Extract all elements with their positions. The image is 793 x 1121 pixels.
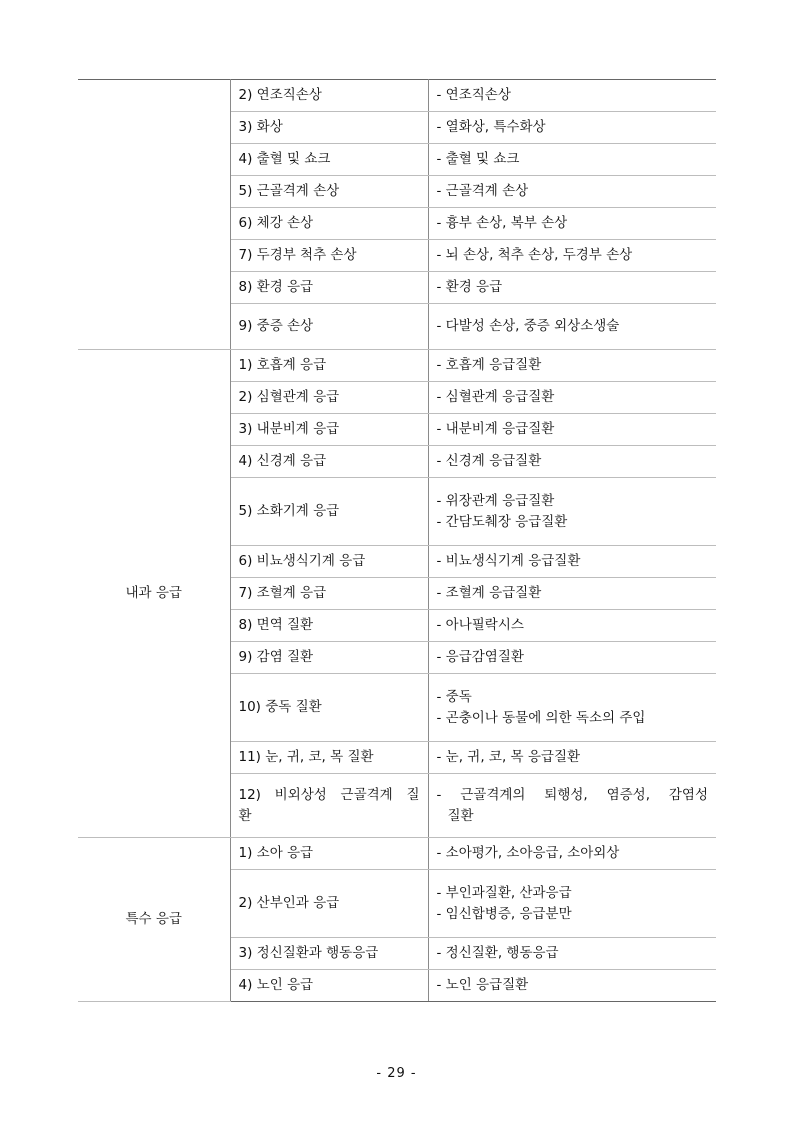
detail-cell: - 눈, 귀, 코, 목 응급질환 [428, 742, 716, 774]
item-cell: 8) 환경 응급 [230, 272, 428, 304]
item-line: 환 [238, 807, 252, 824]
detail-line: - 임신합병증, 응급분만 [436, 905, 572, 922]
item-cell: 5) 근골격계 손상 [230, 176, 428, 208]
category-cell: 내과 응급 [78, 350, 230, 838]
detail-cell: - 조혈계 응급질환 [428, 578, 716, 610]
item-cell: 4) 노인 응급 [230, 970, 428, 1002]
category-cell [78, 80, 230, 350]
detail-cell: - 신경계 응급질환 [428, 446, 716, 478]
item-cell: 1) 호흡계 응급 [230, 350, 428, 382]
detail-cell: - 호흡계 응급질환 [428, 350, 716, 382]
detail-cell: - 흉부 손상, 복부 손상 [428, 208, 716, 240]
table-row [78, 838, 716, 870]
detail-cell: - 연조직손상 [428, 80, 716, 112]
item-cell: 3) 내분비계 응급 [230, 414, 428, 446]
table-row [78, 350, 716, 382]
item-cell: 3) 정신질환과 행동응급 [230, 938, 428, 970]
detail-cell [428, 774, 716, 838]
detail-cell: - 근골격계 손상 [428, 176, 716, 208]
detail-cell: - 정신질환, 행동응급 [428, 938, 716, 970]
detail-cell: - 뇌 손상, 척추 손상, 두경부 손상 [428, 240, 716, 272]
detail-line: - 위장관계 응급질환 [436, 492, 555, 509]
item-line: 12) 비외상성 근골격계 질 [238, 786, 420, 803]
item-cell: 9) 감염 질환 [230, 642, 428, 674]
detail-cell: - 출혈 및 쇼크 [428, 144, 716, 176]
page-number: - 29 - [376, 1066, 417, 1081]
table-row [78, 80, 716, 112]
detail-cell [428, 870, 716, 938]
detail-cell: - 소아평가, 소아응급, 소아외상 [428, 838, 716, 870]
item-cell: 2) 연조직손상 [230, 80, 428, 112]
detail-line: 질환 [447, 807, 474, 824]
item-cell: 4) 출혈 및 쇼크 [230, 144, 428, 176]
item-cell: 6) 비뇨생식기계 응급 [230, 546, 428, 578]
item-cell: 7) 두경부 척추 손상 [230, 240, 428, 272]
detail-cell [428, 674, 716, 742]
item-cell: 9) 중증 손상 [230, 304, 428, 350]
item-cell: 3) 화상 [230, 112, 428, 144]
detail-cell: - 응급감염질환 [428, 642, 716, 674]
detail-cell: - 노인 응급질환 [428, 970, 716, 1002]
item-cell: 7) 조혈계 응급 [230, 578, 428, 610]
detail-cell: - 내분비계 응급질환 [428, 414, 716, 446]
detail-cell: - 환경 응급 [428, 272, 716, 304]
detail-cell: - 심혈관계 응급질환 [428, 382, 716, 414]
item-cell: 6) 체강 손상 [230, 208, 428, 240]
detail-line: - 근골격계의 퇴행성, 염증성, 감염성 [436, 786, 708, 803]
item-cell: 11) 눈, 귀, 코, 목 질환 [230, 742, 428, 774]
detail-cell: - 아나필락시스 [428, 610, 716, 642]
detail-line: - 곤충이나 동물에 의한 독소의 주입 [436, 709, 646, 726]
item-cell: 5) 소화기계 응급 [230, 478, 428, 546]
item-cell: 1) 소아 응급 [230, 838, 428, 870]
detail-cell: - 비뇨생식기계 응급질환 [428, 546, 716, 578]
item-cell: 2) 산부인과 응급 [230, 870, 428, 938]
item-cell: 2) 심혈관계 응급 [230, 382, 428, 414]
item-cell: 10) 중독 질환 [230, 674, 428, 742]
detail-line: - 중독 [436, 688, 472, 705]
item-cell: 4) 신경계 응급 [230, 446, 428, 478]
item-cell [230, 774, 428, 838]
detail-cell: - 다발성 손상, 중증 외상소생술 [428, 304, 716, 350]
category-cell: 특수 응급 [78, 838, 230, 1002]
curriculum-table [78, 79, 716, 1002]
item-cell: 8) 면역 질환 [230, 610, 428, 642]
detail-cell [428, 478, 716, 546]
detail-cell: - 열화상, 특수화상 [428, 112, 716, 144]
detail-line: - 간담도췌장 응급질환 [436, 513, 568, 530]
detail-line: - 부인과질환, 산과응급 [436, 884, 572, 901]
